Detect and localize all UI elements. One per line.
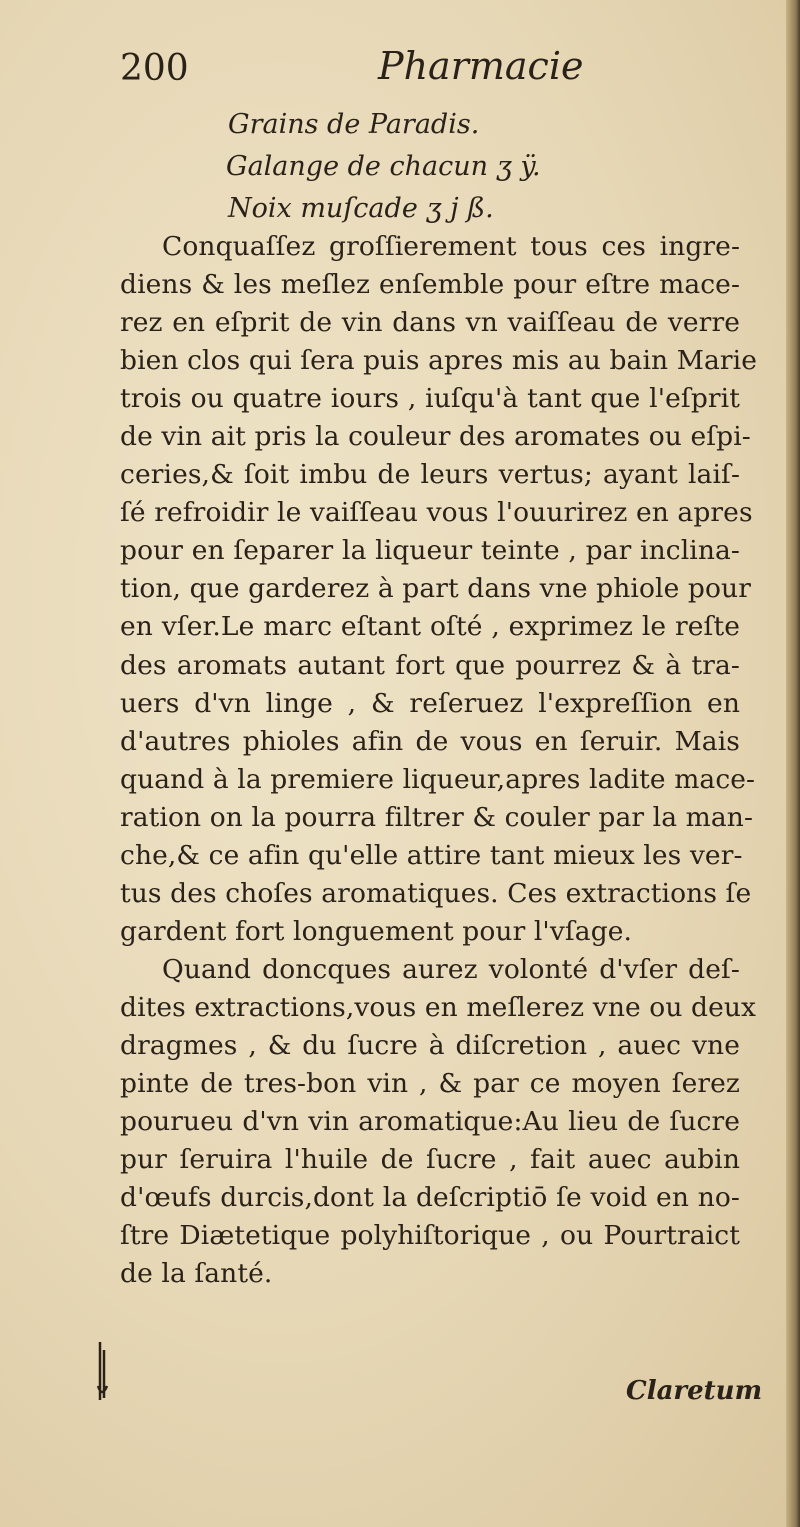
text-line: pour en ſeparer la liqueur teinte , par inclina- xyxy=(120,535,740,567)
ingredient-line: Galange de chacun ʒ ÿ. xyxy=(226,151,541,182)
text-line: dragmes , & du ſucre à diſcretion , auec vne xyxy=(120,1029,740,1061)
ingredient-line: Grains de Paradis. xyxy=(228,109,480,140)
ink-mark xyxy=(94,1340,110,1402)
text-line: ſtre Diætetique polyhiſtorique , ou Pourtraict xyxy=(120,1220,740,1252)
text-line: quand à la premiere liqueur,apres ladite mace- xyxy=(120,763,756,795)
text-line: ſé refroidir le vaiſſeau vous l'ouurirez en apres xyxy=(120,497,753,529)
text-line: tus des choſes aromatiques. Ces extractions ſe xyxy=(120,877,752,909)
text-line: pourueu d'vn vin aromatique:Au lieu de ſucre xyxy=(120,1106,740,1138)
text-line: rez en eſprit de vin dans vn vaiſſeau de verre xyxy=(120,307,740,339)
text-line: uers d'vn linge , & reſeruez l'expreſſion en xyxy=(120,687,740,719)
text-line: de vin ait pris la couleur des aromates ou eſpi- xyxy=(120,421,751,453)
text-line: pinte de tres-bon vin , & par ce moyen ſerez xyxy=(120,1068,740,1100)
ingredient-line: Noix muſcade ʒ j ß. xyxy=(228,193,494,224)
page-gutter-shadow xyxy=(786,0,800,1527)
text-line: ceries,& ſoit imbu de leurs vertus; ayant laiſ- xyxy=(120,459,740,491)
text-line: trois ou quatre iours , iuſqu'à tant que l'eſprit xyxy=(120,383,740,415)
text-line: gardent fort longuement pour l'vſage. xyxy=(120,915,633,947)
text-line: Conquaſſez groſſierement tous ces ingre- xyxy=(162,231,740,262)
text-line: d'autres phioles afin de vous en ſeruir. Mais xyxy=(120,725,740,757)
text-line: che,& ce afin qu'elle attire tant mieux les ver- xyxy=(120,839,743,871)
body-text xyxy=(120,228,757,1293)
text-line: tion, que garderez à part dans vne phiole pour xyxy=(120,573,751,605)
text-line: Quand doncques aurez volonté d'vſer deſ- xyxy=(162,953,740,985)
running-title: Pharmacie xyxy=(378,44,584,88)
text-line: d'œufs durcis,dont la deſcriptiō ſe void en no- xyxy=(120,1182,740,1214)
text-line: diens & les meſlez enſemble pour eſtre mace- xyxy=(120,269,740,301)
text-line: pur ſeruira l'huile de ſucre , fait auec aubin xyxy=(120,1144,740,1176)
ingredient-list xyxy=(228,104,628,230)
text-line: bien clos qui ſera puis apres mis au bain Marie xyxy=(120,345,757,377)
catchword: Claretum xyxy=(626,1376,763,1406)
page-number: 200 xyxy=(120,48,189,89)
text-line: en vſer.Le marc eſtant oſté , exprimez le reſte xyxy=(120,611,740,643)
text-line: ration on la pourra filtrer & couler par la man- xyxy=(120,801,753,833)
page-header xyxy=(120,44,590,100)
text-line: de la ſanté. xyxy=(120,1258,273,1290)
text-line: dites extractions,vous en meſlerez vne ou deux xyxy=(120,991,757,1023)
text-line: des aromats autant fort que pourrez & à tra- xyxy=(120,649,740,681)
